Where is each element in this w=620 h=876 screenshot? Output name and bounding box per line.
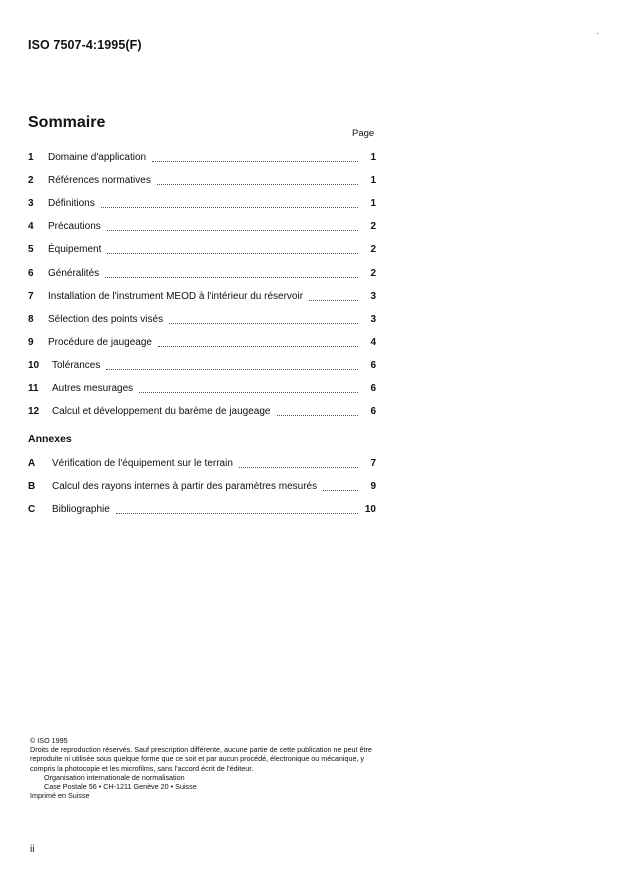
- toc-entry[interactable]: [28, 377, 376, 400]
- toc-entry-title: Définitions: [48, 198, 95, 210]
- toc-entry-page: 3: [370, 313, 376, 325]
- annex-title: Calcul des rayons internes à partir des paramètres mesurés: [52, 481, 318, 493]
- toc-entry[interactable]: [28, 308, 376, 331]
- annex-letter: A: [28, 458, 36, 470]
- annex-title: Bibliographie: [52, 504, 110, 516]
- toc-entry-number: 4: [28, 221, 34, 233]
- toc-entry-title: Généralités: [48, 267, 100, 279]
- copyright-notice: Droits de reproduction réservés. Sauf prescription différente, aucune partie de cette publication ne peut être reproduite ni utilisée sous quelque forme que ce soit et par aucun procédé, électronique ou mécanique, y compris la photocopie et les microfilms, sans l'accord écrit de l'éditeur.: [30, 745, 372, 773]
- toc-entry-title: Domaine d'application: [48, 152, 147, 164]
- toc-entry-number: 3: [28, 198, 34, 210]
- dot-leader: [277, 414, 359, 416]
- toc-entry-title: Autres mesurages: [52, 382, 134, 394]
- toc-entry[interactable]: [28, 285, 376, 308]
- toc-entry-number: 6: [28, 267, 34, 279]
- annexes-heading: Annexes: [28, 433, 72, 445]
- toc-entry-number: 2: [28, 175, 34, 187]
- toc-entry-title: Sélection des points visés: [48, 313, 164, 325]
- toc-entry-page: 6: [370, 359, 376, 371]
- publisher-address: Case Postale 56 • CH-1211 Genève 20 • Suisse: [44, 782, 197, 792]
- annex-page: 7: [370, 458, 376, 470]
- toc-entry-title: Procédure de jaugeage: [48, 336, 152, 348]
- toc-entry-page: 2: [370, 267, 376, 279]
- toc-entry-number: 7: [28, 290, 34, 302]
- dot-leader: [116, 512, 358, 514]
- toc-entry-page: 1: [370, 175, 376, 187]
- toc-entry[interactable]: [28, 215, 376, 238]
- toc-entry-page: 6: [370, 406, 376, 418]
- toc-entry-number: 12: [28, 406, 40, 418]
- toc-entry-page: 2: [370, 221, 376, 233]
- toc-entry-title: Références normatives: [48, 175, 151, 187]
- printed-in: Imprimé en Suisse: [30, 791, 90, 801]
- dot-leader: [139, 391, 358, 393]
- toc-entry-title: Installation de l'instrument MEOD à l'intérieur du réservoir: [48, 290, 304, 302]
- annex-list: [28, 452, 376, 521]
- annex-letter: C: [28, 504, 36, 516]
- copyright-block: [30, 736, 378, 800]
- annex-page: 9: [370, 481, 376, 493]
- annex-entry[interactable]: [28, 475, 376, 498]
- page-column-label: Page: [352, 128, 375, 139]
- toc-entry[interactable]: [28, 354, 376, 377]
- copyright-line: © ISO 1995: [30, 736, 68, 745]
- toc-entry-number: 11: [28, 382, 39, 394]
- toc-entry-title: Précautions: [48, 221, 101, 233]
- annex-letter: B: [28, 481, 36, 493]
- toc-entry[interactable]: [28, 169, 376, 192]
- dot-leader: [106, 368, 358, 370]
- toc-entry-number: 9: [28, 336, 34, 348]
- toc-entry[interactable]: [28, 238, 376, 261]
- dot-leader: [157, 183, 358, 185]
- annex-page: 10: [364, 504, 376, 516]
- dot-leader: [152, 160, 358, 162]
- toc-entry-page: 6: [370, 382, 376, 394]
- toc-entry-page: 1: [370, 152, 376, 164]
- dot-leader: [105, 276, 358, 278]
- toc-entry-page: 2: [370, 244, 376, 256]
- toc-entry-page: 3: [370, 290, 376, 302]
- toc-entry[interactable]: [28, 146, 376, 169]
- contents-title: Sommaire: [28, 114, 106, 131]
- annex-entry[interactable]: [28, 498, 376, 521]
- scan-speck: [597, 33, 598, 34]
- toc-entry[interactable]: [28, 261, 376, 284]
- toc-entry[interactable]: [28, 400, 376, 423]
- toc-entry-title: Tolérances: [52, 359, 101, 371]
- dot-leader: [239, 466, 358, 468]
- annex-title: Vérification de l'équipement sur le terrain: [52, 458, 233, 470]
- dot-leader: [101, 206, 358, 208]
- table-of-contents: [28, 146, 376, 423]
- toc-entry-number: 8: [28, 313, 34, 325]
- annex-entry[interactable]: [28, 452, 376, 475]
- dot-leader: [107, 252, 358, 254]
- toc-entry-title: Équipement: [48, 244, 102, 256]
- toc-entry-number: 5: [28, 244, 34, 256]
- publisher-name: Organisation internationale de normalisation: [44, 772, 185, 782]
- toc-entry-page: 1: [370, 198, 376, 210]
- toc-entry-number: 10: [28, 359, 40, 371]
- toc-entry[interactable]: [28, 192, 376, 215]
- toc-entry-title: Calcul et développement du barème de jaugeage: [52, 406, 271, 418]
- dot-leader: [169, 322, 358, 324]
- toc-entry-page: 4: [370, 336, 376, 348]
- toc-entry[interactable]: [28, 331, 376, 354]
- dot-leader: [107, 229, 358, 231]
- toc-entry-number: 1: [28, 152, 34, 164]
- dot-leader: [158, 345, 358, 347]
- page-number: ii: [30, 844, 35, 855]
- standard-code: ISO 7507-4:1995(F): [28, 38, 142, 52]
- dot-leader: [323, 489, 358, 491]
- dot-leader: [309, 299, 358, 301]
